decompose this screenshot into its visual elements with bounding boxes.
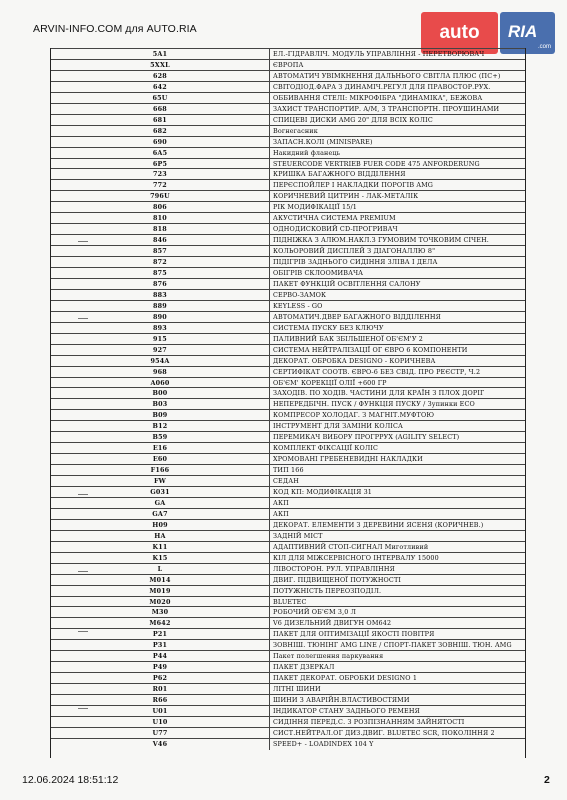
option-code: 642 bbox=[153, 82, 167, 91]
option-description: АКП bbox=[273, 498, 289, 507]
option-code: 954A bbox=[150, 356, 170, 365]
option-description: СЕРТИФІКАТ СООТВ. ЄВРО-6 БЕЗ СВІД. ПРО РЕЄСТР, Ч.2 bbox=[273, 367, 481, 376]
option-code: M019 bbox=[149, 586, 171, 595]
option-code: 889 bbox=[153, 301, 167, 310]
option-description: ПЕРЄСПОЙЛЕР І НАКЛАДКИ ПОРОГІВ AMG bbox=[273, 181, 434, 190]
option-code: 968 bbox=[153, 367, 167, 376]
option-code: B12 bbox=[152, 422, 168, 431]
option-code: M014 bbox=[149, 575, 171, 584]
option-code: FW bbox=[153, 477, 167, 486]
option-description: ЛІТНІ ШИНИ bbox=[273, 685, 321, 694]
option-description: КОЛЬОРОВИЙ ДИСПЛЕЙ З ДІАГОНАЛЛЮ 8" bbox=[273, 247, 436, 256]
option-code: K11 bbox=[152, 542, 168, 551]
logo-com-text: .com bbox=[537, 44, 551, 50]
option-code: U10 bbox=[152, 717, 168, 726]
footer-date: 12.06.2024 18:51:12 bbox=[22, 774, 119, 786]
option-code: 806 bbox=[153, 203, 167, 212]
option-description: ІНДИКАТОР СТАНУ ЗАДНЬОГО РЕМЕНЯ bbox=[273, 707, 420, 715]
option-code: 796U bbox=[150, 192, 170, 201]
scan-margin-mark bbox=[78, 494, 88, 495]
option-description: НЕПЕРЕДБІЧН. ПУСК / ФУНКЦІЯ ПУСКУ / Зупинки ECO bbox=[273, 400, 475, 409]
option-description: ІНСТРУМЕНТ ДЛЯ ЗАМІНИ КОЛІСА bbox=[273, 422, 404, 431]
option-code: F166 bbox=[150, 466, 170, 475]
option-code: 5XXL bbox=[150, 60, 170, 69]
option-description: ХРОМОВАНІ ГРЕБЕНЕВИДНІ НАКЛАДКИ bbox=[273, 455, 423, 464]
option-description: КОМПРЕСОР ХОЛОДАГ. З МАГНІТ.МУФТОЮ bbox=[273, 411, 435, 420]
option-code: 810 bbox=[153, 214, 167, 223]
scan-margin-mark bbox=[78, 631, 88, 632]
option-code: 883 bbox=[153, 290, 167, 299]
option-description: ЗОВНІШ. ТЮНІНГ AMG LINE / СПОРТ-ПАКЕТ ЗОВНІШ. ТЮН. AMG bbox=[273, 641, 512, 650]
option-code: U01 bbox=[152, 707, 168, 715]
option-description: BLUETEC bbox=[273, 597, 307, 606]
option-description: ЄВРОПА bbox=[273, 60, 304, 69]
option-code: E16 bbox=[152, 444, 168, 453]
option-code: GA7 bbox=[152, 509, 168, 518]
option-description: ПІДНІЖКА З АЛЮМ.НАКЛ.З ГУМОВИМ ТОЧКОВИМ СІЧЕН. bbox=[273, 236, 489, 245]
option-code: 5A1 bbox=[152, 50, 168, 58]
option-code: 772 bbox=[153, 181, 167, 190]
option-description: ПАКЕТ ДЛЯ ОПТИМІЗАЦІЇ ЯКОСТІ ПОВІТРЯ bbox=[273, 630, 435, 639]
option-code: L bbox=[157, 564, 163, 573]
option-description: КОД КП: МОДИФІКАЦІЯ 31 bbox=[273, 488, 373, 496]
option-description: V6 ДИЗЕЛЬНИЙ ДВИГУН OM642 bbox=[273, 619, 392, 628]
option-description: РОБОЧИЙ ОБ'ЄМ 3,0 Л bbox=[273, 608, 357, 617]
option-description: ТИП 166 bbox=[273, 466, 304, 475]
scan-margin-mark bbox=[78, 571, 88, 572]
option-description: АВТОМАТИЧ.ДВЕР БАГАЖНОГО ВІДДІЛЕННЯ bbox=[273, 312, 441, 321]
option-description: КОРИЧНЕВИЙ ЦИТРИН - ЛАК-МЕТАЛІК bbox=[273, 192, 419, 201]
option-description: СЕРВО-ЗАМОК bbox=[273, 290, 327, 299]
option-description: ПАКЕТ ФУНКЦІЙ ОСВІТЛЕННЯ САЛОНУ bbox=[273, 279, 421, 288]
logo-ria-text: RIA bbox=[508, 22, 538, 41]
option-code: K15 bbox=[152, 553, 168, 562]
option-code: B03 bbox=[152, 400, 168, 409]
option-description: ОБ'ЄМ' КОРЕКЦІЇ ОЛІЇ +600 ГР bbox=[273, 378, 387, 387]
logo-auto-part: auto bbox=[421, 12, 498, 54]
option-code: P44 bbox=[152, 652, 168, 661]
option-description: АДАПТИВНИЙ СТОП-СИГНАЛ Миготливий bbox=[273, 542, 429, 551]
option-description: KEYLESS - GO bbox=[273, 301, 323, 310]
option-code: R01 bbox=[152, 685, 168, 694]
option-description: АВТОМАТИЧ УВІМКНЕННЯ ДАЛЬНЬОГО СВІТЛА ПЛЮС (ПС+) bbox=[273, 71, 501, 80]
option-description: КІЛ ДЛЯ МІЖСЕРВІСНОГО ІНТЕРВАЛУ 15000 bbox=[273, 553, 439, 562]
option-description: STEUERCODE VERTRIEB FUER CODE 475 ANFORDERUNG bbox=[273, 159, 480, 168]
option-code: B59 bbox=[152, 433, 168, 442]
option-code: 668 bbox=[153, 104, 167, 113]
option-code: 681 bbox=[153, 115, 167, 124]
option-description: СИСТ.НЕЙТРАЛ.ОГ ДИЗ.ДВИГ. BLUETEC SCR, ПОКОЛІННЯ 2 bbox=[273, 728, 495, 737]
option-code: 927 bbox=[153, 345, 167, 354]
option-description: ПЕРЕМИКАЧ ВИБОРУ ПРОГРРУХ (AGILITY SELECT) bbox=[273, 433, 460, 442]
scan-margin-mark bbox=[78, 318, 88, 319]
option-description: ОБІГРІВ СКЛООМИВАЧА bbox=[273, 269, 364, 277]
option-code: B00 bbox=[152, 389, 168, 398]
option-code: U77 bbox=[152, 728, 168, 737]
option-description: СИСТЕМА НЕЙТРАЛІЗАЦІЇ ОГ ЄВРО 6 КОМПОНЕНТИ bbox=[273, 345, 468, 354]
option-description: ПОТУЖНІСТЬ ПЕРЕОЗПОДІЛ. bbox=[273, 586, 382, 595]
option-description: ЕЛ.-ГІДРАВЛІЧ. МОДУЛЬ УПРАВЛІННЯ - ПЕРЕТВОРЮВАЧ bbox=[273, 50, 485, 58]
option-code: 6P5 bbox=[152, 159, 168, 168]
option-code: 6A5 bbox=[152, 148, 168, 157]
option-code: 915 bbox=[153, 334, 167, 343]
option-description: Вогнегасник bbox=[273, 126, 318, 135]
option-code: 875 bbox=[153, 269, 167, 277]
option-description: Пакет полегшення паркування bbox=[273, 652, 384, 661]
option-description: АКУСТИЧНА СИСТЕМА PREMIUM bbox=[273, 214, 396, 223]
option-description: ОББИВАННЯ СТЕЛІ: МІКРОФІБРА "ДИНАМІКА", БЕЖОВА bbox=[273, 93, 483, 102]
option-description: АКП bbox=[273, 509, 289, 518]
option-code: 628 bbox=[153, 71, 167, 80]
option-description: ЗАПАСН.КОЛІ (MINISPARE) bbox=[273, 137, 373, 146]
option-description: СИДІННЯ ПЕРЕД.С. З РОЗПІЗНАННЯМ ЗАЙНЯТОСТІ bbox=[273, 717, 465, 726]
option-code: 723 bbox=[153, 170, 167, 179]
equipment-codes-table bbox=[50, 48, 526, 758]
option-code: 876 bbox=[153, 279, 167, 288]
option-description: КОМПЛЕКТ ФІКСАЦІЇ КОЛІС bbox=[273, 444, 379, 453]
option-description: ПАЛИВНИЙ БАК ЗБІЛЬШЕНОЇ ОБ'ЄМ'У 2 bbox=[273, 334, 423, 343]
option-description: ЗАДНІЙ МІСТ bbox=[273, 531, 323, 540]
column-divider bbox=[269, 739, 270, 750]
option-description: РІК МОДИФІКАЦІЇ 15/1 bbox=[273, 203, 357, 212]
option-code: P49 bbox=[152, 663, 168, 672]
option-code: 65U bbox=[152, 93, 168, 102]
option-description: ОДНОДИСКОВИЙ CD-ПРОГРИВАЧ bbox=[273, 225, 398, 234]
option-description: ШИНИ З АВАРІЙН.ВЛАСТИВОСТЯМИ bbox=[273, 696, 410, 705]
option-description: КРИШКА БАГАЖНОГО ВІДДІЛЕННЯ bbox=[273, 170, 406, 179]
option-code: M30 bbox=[151, 608, 169, 617]
option-description: ЗАХИСТ ТРАНСПОРТИР. А/М, З ТРАНСПОРТН. ПРОУШИНАМИ bbox=[273, 104, 500, 113]
option-code: 890 bbox=[153, 312, 167, 321]
option-code: M642 bbox=[149, 619, 171, 628]
option-description: ЗАХОДІВ. ПО ХОДІВ. ЧАСТИНИ ДЛЯ КРАЇН З ПЛОХ ДОРІГ bbox=[273, 389, 485, 398]
option-code: H09 bbox=[152, 520, 168, 529]
option-description: СВІТОДІОД.ФАРА З ДИНАМІЧ.РЕГУЛ ДЛЯ ПРАВОСТОР.РУХ. bbox=[273, 82, 491, 91]
option-code: A060 bbox=[150, 378, 170, 387]
option-description: ПАКЕТ ДЕКОРАТ. ОБРОБКИ DESIGNO 1 bbox=[273, 674, 418, 683]
option-description: СПИЦЕВІ ДИСКИ AMG 20" ДЛЯ ВСІХ КОЛІС bbox=[273, 115, 433, 124]
option-description: ДЕКОРАТ. ОБРОБКА DESIGNO - КОРИЧНЕВА bbox=[273, 356, 436, 365]
option-code: 818 bbox=[153, 225, 167, 234]
option-code: P31 bbox=[152, 641, 168, 650]
option-description: ПАКЕТ ДЗЕРКАЛ bbox=[273, 663, 335, 672]
option-code: GA bbox=[154, 498, 166, 507]
option-description: ПІДІГРІВ ЗАДНЬОГО СИДІННЯ ЗЛІВА І ДЕЛА bbox=[273, 258, 438, 267]
option-description: SPEED+ - LOADINDEX 104 Y bbox=[273, 739, 374, 748]
option-code: R66 bbox=[152, 696, 168, 705]
option-code: 893 bbox=[153, 323, 167, 332]
option-code: 872 bbox=[153, 258, 167, 267]
option-code: E60 bbox=[152, 455, 168, 464]
option-description: ДЕКОРАТ. ЕЛЕМЕНТИ З ДЕРЕВИНИ ЯСЕНЯ (КОРИЧНЕВ.) bbox=[273, 520, 484, 529]
scan-margin-mark bbox=[78, 241, 88, 242]
option-description: СЕДАН bbox=[273, 477, 299, 486]
option-code: V46 bbox=[152, 739, 168, 748]
option-code: 690 bbox=[153, 137, 167, 146]
option-code: 682 bbox=[153, 126, 167, 135]
scan-margin-mark bbox=[78, 708, 88, 709]
option-code: P21 bbox=[152, 630, 168, 639]
page-number: 2 bbox=[544, 774, 550, 786]
option-code: P62 bbox=[152, 674, 168, 683]
option-description: ЛІВОСТОРОН. РУЛ. УПРАВЛІННЯ bbox=[273, 564, 395, 573]
header-source-text: ARVIN-INFO.COM для AUTO.RIA bbox=[33, 23, 197, 35]
option-description: СИСТЕМА ПУСКУ БЕЗ КЛЮЧУ bbox=[273, 323, 384, 332]
option-code: B09 bbox=[152, 411, 168, 420]
option-description: ДВИГ. ПІДВИЩЕНОЇ ПОТУЖНОСТІ bbox=[273, 575, 402, 584]
table-row bbox=[51, 738, 525, 750]
option-code: M020 bbox=[149, 597, 171, 606]
option-description: Накидний фланець bbox=[273, 148, 341, 157]
option-code: G031 bbox=[150, 488, 170, 496]
option-code: 846 bbox=[153, 236, 167, 245]
option-code: HA bbox=[154, 531, 166, 540]
option-code: 857 bbox=[153, 247, 167, 256]
